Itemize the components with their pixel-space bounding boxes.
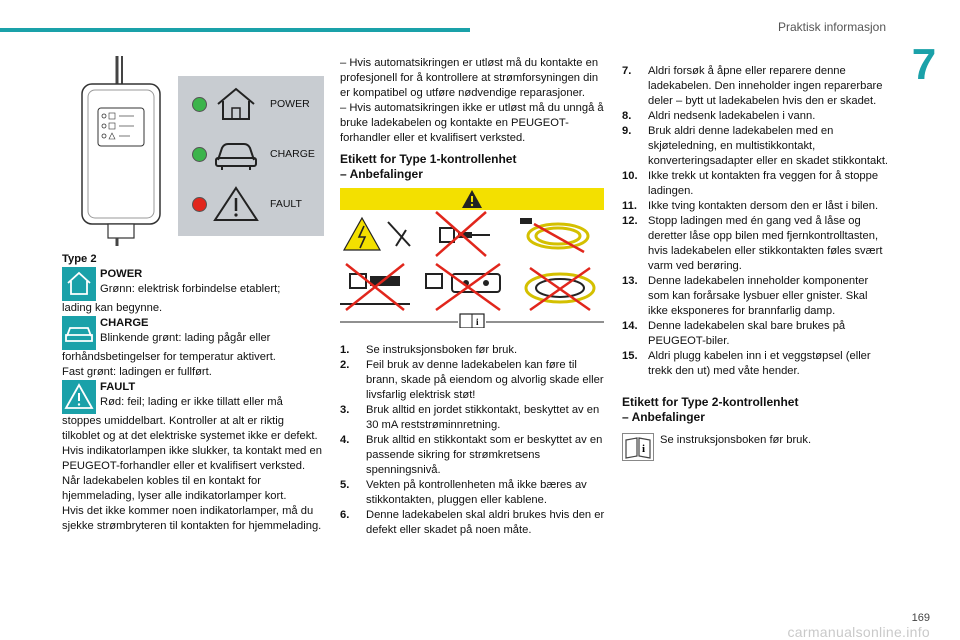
rules-list <box>340 343 606 538</box>
car-icon <box>62 316 96 350</box>
chapter-number: 7 <box>911 40 937 89</box>
dash-item: – Hvis automatsikringen ikke er utløst må du unngå å bruke ladekabelen og kontakte en PEUGEOT-forhandler eller et kvalifisert verksted. <box>340 102 604 144</box>
type-label: Type 2 <box>62 253 97 265</box>
list-item: 14. Denne ladekabelen skal bare brukes på PEUGEOT-biler. <box>622 320 846 347</box>
power-title: POWER <box>100 268 143 280</box>
note-text: Se instruksjonsboken før bruk. <box>660 434 812 446</box>
indicator-panel <box>178 76 324 236</box>
charger-figure <box>62 56 324 246</box>
green-dot-icon <box>192 97 207 112</box>
list-item: 11. Ikke tving kontakten dersom den er låst i bilen. <box>622 200 879 212</box>
list-item: 8. Aldri nedsenk ladekabelen i vann. <box>622 110 816 122</box>
section-heading: Etikett for Type 1-kontrollenhet <box>340 152 517 166</box>
list-item: 5. Vekten på kontrollenheten må ikke bæres av stikkontakten, pluggen eller kablene. <box>340 479 587 506</box>
section-heading: – Anbefalinger <box>340 167 423 181</box>
svg-text:i: i <box>476 317 479 327</box>
section-heading: Etikett for Type 2-kontrollenhet <box>622 395 799 409</box>
warning-triangle-icon <box>62 380 96 414</box>
charge-text: Blinkende grønt: lading pågår eller <box>100 332 271 344</box>
car-icon <box>212 136 260 172</box>
paragraph: Når ladekabelen kobles til en kontakt for hjemmelading, lyser alle indikatorlamper kort. <box>62 475 287 502</box>
list-item: 3. Bruk alltid en jordet stikkontakt, beskyttet av en 30 mA reststrøminnretning. <box>340 404 600 431</box>
paragraph: Hvis indikatorlampen ikke slukker, ta kontakt med en PEUGEOT-forhandler eller et kvalifisert verksted. <box>62 445 322 472</box>
list-item: 9. Bruk aldri denne ladekabelen med en skjøteledning, en multistikkontakt, konverteringsadapter eller en skadet stikkontakt. <box>622 125 889 167</box>
fault-text: stoppes umiddelbart. Kontroller at alt er riktig tilkoblet og at det elektriske systemet ikke er defekt. <box>62 415 318 442</box>
no-power-strip-icon <box>426 264 500 310</box>
indicator-label: FAULT <box>270 198 302 210</box>
fault-title: FAULT <box>100 381 136 393</box>
no-tangled-cable-icon <box>526 268 594 310</box>
charge-text: Fast grønt: ladingen er fullført. <box>62 366 212 378</box>
column-2 <box>340 56 606 538</box>
svg-text:i: i <box>642 443 646 455</box>
hazard-pictograms <box>340 210 604 328</box>
warning-triangle-icon <box>212 186 260 222</box>
watermark: carmanualsonline.info <box>787 624 930 640</box>
green-dot-icon <box>192 147 207 162</box>
page-number: 169 <box>911 612 930 624</box>
power-text: lading kan begynne. <box>62 302 163 314</box>
legend-power <box>62 267 324 316</box>
charger-device-illustration <box>62 56 172 246</box>
paragraph: Hvis det ikke kommer noen indikatorlamper, må du sjekke strømbryteren til kontakten for hjemmelading. <box>62 505 322 532</box>
warning-triangle-icon <box>461 189 483 209</box>
fault-text: Rød: feil; lading er ikke tillatt eller må <box>100 396 283 408</box>
dash-item: – Hvis automatsikringen er utløst må du kontakte en profesjonell for å kontrollere at strømforsyningen din er kompatibel og utføre nødvendige reparasjoner. <box>340 57 599 99</box>
list-item: 7. Aldri forsøk å åpne eller reparere denne ladekabelen. Den inneholder ingen reparerbare deler – bytt ut ladekabelen hvis den er skadet. <box>622 65 883 107</box>
list-item: 2. Feil bruk av denne ladekabelen kan føre til brann, skade på eiendom og alvorlig skade eller livsfarlig elektrisk støt! <box>340 359 604 401</box>
no-multi-adapter-icon <box>436 212 490 256</box>
legend-charge <box>62 316 324 380</box>
no-coiled-cable-icon <box>520 218 588 252</box>
electric-shock-icon <box>344 218 410 250</box>
list-item: 12. Stopp ladingen med én gang ved å låse og deretter låse opp bilen med fjernkontrolltasten, hvis ladekabelen eller stikkontakten føles svært varm ved berøring. <box>622 215 883 272</box>
house-icon <box>212 86 260 122</box>
column-3 <box>622 64 890 465</box>
section-heading: – Anbefalinger <box>622 410 705 424</box>
indicator-label: CHARGE <box>270 148 315 160</box>
indicator-power <box>188 84 318 124</box>
indicator-charge <box>188 134 318 174</box>
rules-list <box>622 64 890 379</box>
header-accent-bar <box>0 28 470 32</box>
list-item: 10. Ikke trekk ut kontakten fra veggen for å stoppe ladingen. <box>622 170 879 197</box>
power-text: Grønn: elektrisk forbindelse etablert; <box>100 283 281 295</box>
indicator-label: POWER <box>270 98 310 110</box>
instruction-book-icon <box>622 433 654 461</box>
list-item: 13. Denne ladekabelen inneholder komponenter som kan forårsake lysbuer eller gnister. Skal ikke eksponeres for brannfarlig damp. <box>622 275 869 317</box>
section-title: Praktisk informasjon <box>777 20 886 34</box>
charge-text: forhåndsbetingelser for temperatur aktivert. <box>62 351 276 363</box>
charge-title: CHARGE <box>100 317 149 329</box>
indicator-fault <box>188 184 318 224</box>
column-1 <box>62 56 324 534</box>
list-item: 1. Se instruksjonsboken før bruk. <box>340 344 518 356</box>
list-item: 15. Aldri plugg kabelen inn i et veggstøpsel (eller trekk den ut) med våte hender. <box>622 350 871 377</box>
house-icon <box>62 267 96 301</box>
instruction-book-icon <box>460 314 484 328</box>
warning-banner <box>340 188 604 210</box>
type1-label-figure <box>340 188 606 333</box>
note-row <box>622 431 890 465</box>
red-dot-icon <box>192 197 207 212</box>
list-item: 4. Bruk alltid en stikkontakt som er beskyttet av en passende sikring for strømkretsens spenningsnivå. <box>340 434 603 476</box>
list-item: 6. Denne ladekabelen skal aldri brukes hvis den er defekt eller skadet på noen måte. <box>340 509 605 536</box>
legend-fault <box>62 380 324 444</box>
no-extension-cable-icon <box>340 264 410 310</box>
